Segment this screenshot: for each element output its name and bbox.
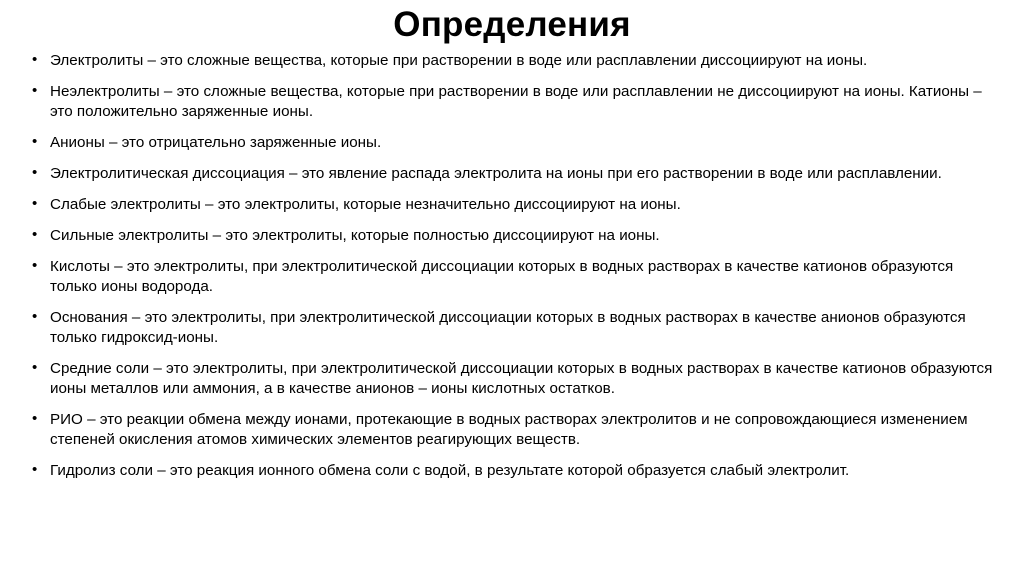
list-item: • Средние соли – это электролиты, при электролитической диссоциации которых в водных растворах в качестве катионов образуются ионы металлов или аммония, а в качестве анионов – ионы кислотных остатков. — [26, 359, 996, 399]
list-item: • Кислоты – это электролиты, при электролитической диссоциации которых в водных растворах в качестве катионов образуются только ионы водорода. — [26, 257, 996, 297]
list-item: • Электролиты – это сложные вещества, которые при растворении в воде или расплавлении диссоциируют на ионы. — [26, 51, 996, 71]
list-item: • Слабые электролиты – это электролиты, которые незначительно диссоциируют на ионы. — [26, 195, 996, 215]
list-item: • Анионы – это отрицательно заряженные ионы. — [26, 133, 996, 153]
slide — [0, 6, 1024, 580]
list-item: • Сильные электролиты – это электролиты, которые полностью диссоциируют на ионы. — [26, 226, 996, 246]
list-item: • РИО – это реакции обмена между ионами, протекающие в водных растворах электролитов и не сопровождающиеся изменением степеней окисления атомов химических элементов реагирующих веществ. — [26, 410, 996, 450]
list-item: • Основания – это электролиты, при электролитической диссоциации которых в водных растворах в качестве анионов образуются только гидроксид-ионы. — [26, 308, 996, 348]
list-item: • Гидролиз соли – это реакция ионного обмена соли с водой, в результате которой образуется слабый электролит. — [26, 461, 996, 481]
page-title: Определения — [393, 5, 631, 44]
definitions-list — [0, 51, 1024, 482]
list-item: • Неэлектролиты – это сложные вещества, которые при растворении в воде или расплавлении не диссоциируют на ионы. Катионы – это положительно заряженные ионы. — [26, 82, 996, 122]
list-item: • Электролитическая диссоциация – это явление распада электролита на ионы при его растворении в воде или расплавлении. — [26, 164, 996, 184]
